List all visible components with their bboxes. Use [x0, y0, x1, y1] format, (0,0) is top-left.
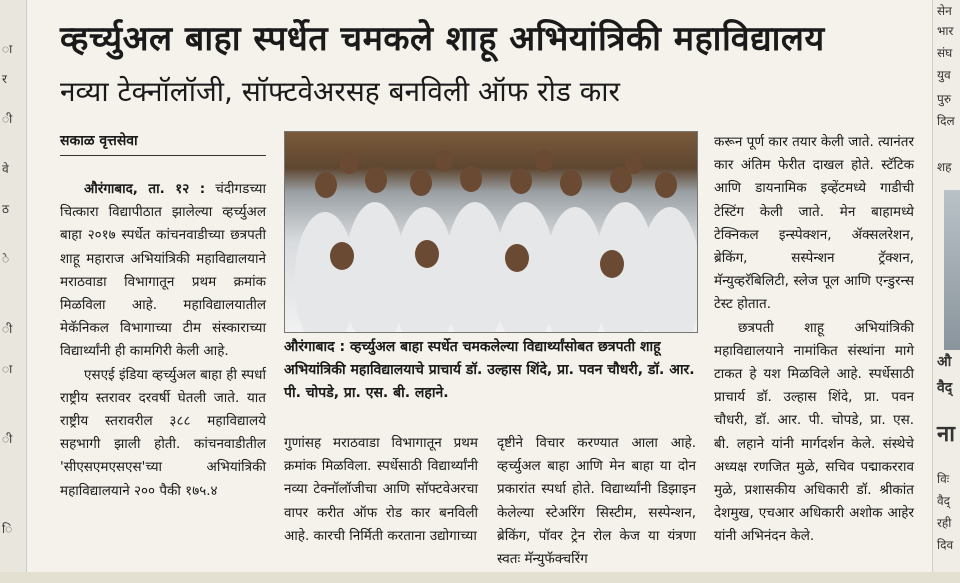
col4-paragraph-2: छत्रपती शाहू अभियांत्रिकी महाविद्यालयाने नामांकित संस्थांना मागे टाकत हे यश मिळविले आहे. स्पर्धेसाठी प्राचार्य डॉ. उल्हास शिंदे, प्रा. पवन चौधरी, डॉ. आर. पी. चोपडे, प्रा. एस. बी. लहाने यांनी मार्गदर्शन केले. संस्थेचे अध्यक्ष रणजित मुळे, सचिव पद्माकरराव मुळे, प्रशासकीय अधिकारी डॉ. श्रीकांत देशमुख, एचआर अधिकारी अशोक आहेर यांनी अभिनंदन केले. — [714, 319, 914, 545]
col2-paragraph: गुणांसह मराठवाडा विभागातून प्रथम क्रमांक मिळविला. स्पर्धेसाठी विद्यार्थ्यांनी नव्या टेक्नॉलॉजीचा आणि सॉफ्टवेअरचा वापर करीत ऑफ रोड कार बनविली आहे. कारची निर्मिती करताना उद्योगाच्या — [284, 435, 478, 544]
group-photo — [284, 131, 698, 333]
col1-paragraph-1: चंदीगडच्या चित्कारा विद्यापीठात झालेल्या व्हर्च्युअल बाहा २०१७ स्पर्धेत कांचनवाडीच्या छत्रपती शाहू महाराज अभियांत्रिकी महाविद्यालयाने मराठवाडा विभागातून प्रथम क्रमांक मिळविला आहे. महाविद्यालयातील मेकॅनिकल विभागाच्या टीम संस्काराच्या विद्यार्थ्यांनी ही कामगिरी केली आहे. — [60, 181, 266, 360]
page-bottom-edge — [0, 572, 960, 583]
byline: सकाळ वृत्तसेवा — [60, 133, 138, 149]
byline-divider — [60, 155, 266, 156]
article-column-3 — [497, 432, 696, 571]
article-subheadline: नव्या टेक्नॉलॉजी, सॉफ्टवेअरसह बनविली ऑफ रोड कार — [60, 75, 620, 108]
adjacent-photo-fragment — [944, 190, 960, 350]
article-headline: व्हर्च्युअल बाहा स्पर्धेत चमकले शाहू अभियांत्रिकी महाविद्यालय — [60, 19, 825, 59]
col3-paragraph: दृष्टीने विचार करण्यात आला आहे. व्हर्च्युअल बाहा आणि मेन बाहा या दोन प्रकारांत स्पर्धा होते. विद्यार्थ्यांनी डिझाइन केलेल्या स्टेअरिंग सिस्टीम, सस्पेन्शन, ब्रेकिंग, पॉवर ट्रेन रोल केज या यंत्रणा स्वतः मॅन्युफॅक्चरिंग — [497, 435, 696, 568]
article-column-2 — [284, 432, 478, 548]
article-column-1 — [60, 178, 266, 503]
dateline: औरंगाबाद, ता. १२ : — [84, 181, 206, 197]
adjacent-article-left: ा र ी वे ठ े ी ा ी ि — [0, 0, 27, 583]
adjacent-article-right: सेन भार संघ युव पुरु दिल शह औ वैद् ना विः वैद् रही दिव — [932, 0, 960, 583]
col4-paragraph-1: करून पूर्ण कार तयार केली जाते. त्यानंतर कार अंतिम फेरीत दाखल होते. स्टॅटिक आणि डायनामिक इव्हेंटमध्ये गाडीची टेस्टिंग केली जाते. मेन बाहामध्ये टेक्निकल इन्स्पेक्शन, ॲक्सलरेशन, ब्रेकिंग, सस्पेन्शन ट्रॅक्शन, मॅन्युव्हरॅबिलिटी, स्लेज पूल आणि एन्डुरन्स टेस्ट होतात. — [714, 134, 914, 313]
article-column-4 — [714, 131, 914, 549]
col1-paragraph-2: एसएई इंडिया व्हर्च्युअल बाहा ही स्पर्धा राष्ट्रीय स्तरावर दरवर्षी घेतली जाते. यात राष्ट्रीय स्तरावरील ३८८ महाविद्यालये सहभागी झाली होती. कांचनवाडीतील 'सीएसएमएसएस'च्या अभियांत्रिकी महाविद्यालयाने २०० पैकी १७५.४ — [60, 366, 266, 499]
photo-caption: औरंगाबाद : व्हर्च्युअल बाहा स्पर्धेत चमकलेल्या विद्यार्थ्यांसोबत छत्रपती शाहू अभियांत्रिकी महाविद्यालयाचे प्राचार्य डॉ. उल्हास शिंदे, प्रा. पवन चौधरी, डॉ. आर. पी. चोपडे, प्रा. एस. बी. लहाने. — [284, 339, 695, 401]
